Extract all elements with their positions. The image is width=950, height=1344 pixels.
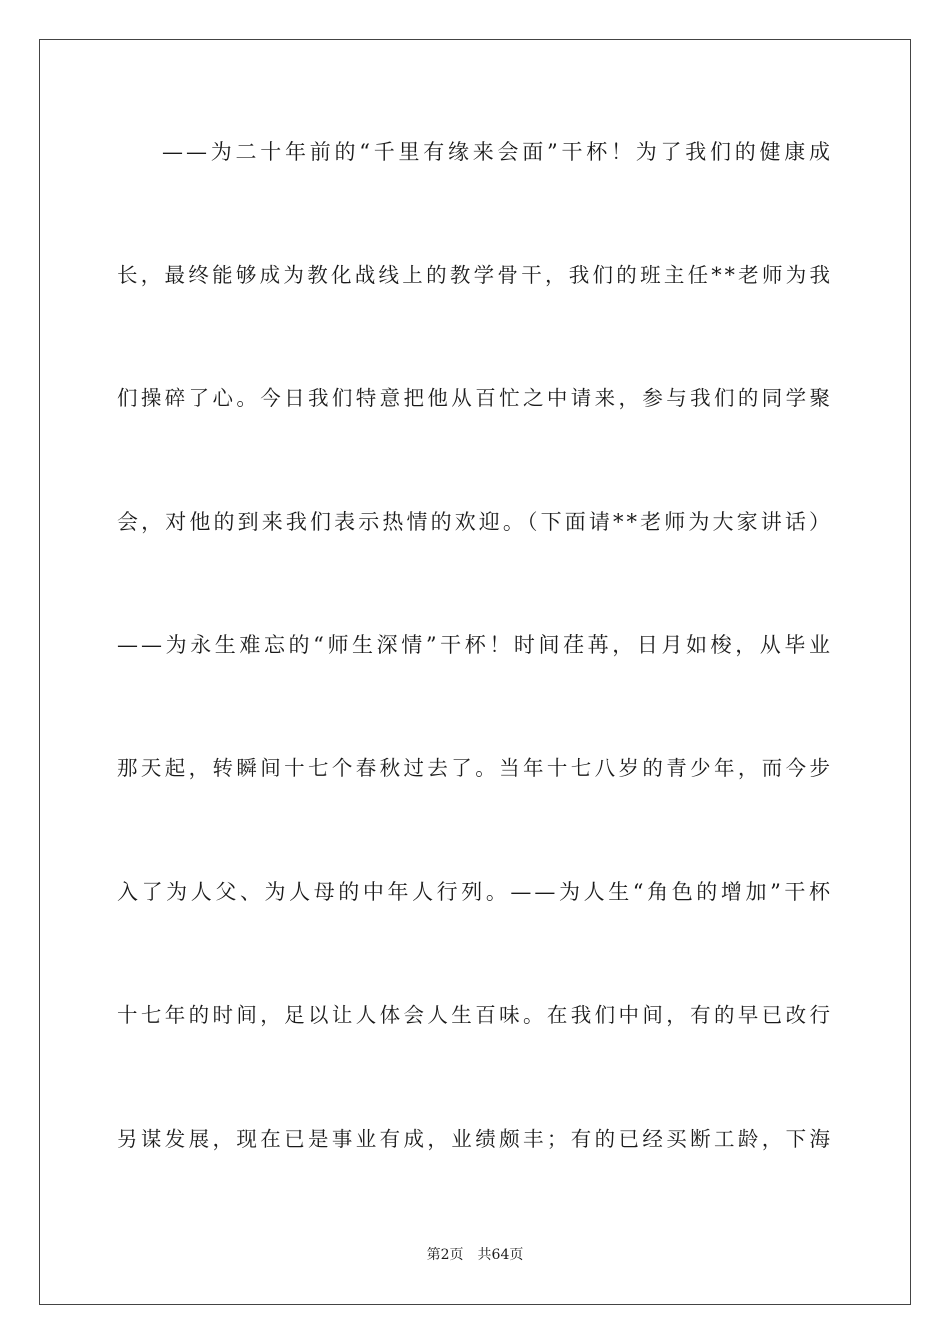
text-line: 们操碎了心。今日我们特意把他从百忙之中请来，参与我们的同学聚: [117, 386, 833, 410]
page-number: 第2页: [426, 1247, 464, 1263]
text-line: ——为永生难忘的“师生深情”干杯！时间荏苒，日月如梭，从毕业: [117, 633, 833, 657]
page-footer: [0, 1246, 950, 1264]
text-line: ——为二十年前的“千里有缘来会面”干杯！为了我们的健康成: [162, 140, 833, 164]
page-total: 共64页: [477, 1247, 524, 1263]
page-border: [39, 39, 911, 1305]
text-line: 那天起，转瞬间十七个春秋过去了。当年十七八岁的青少年，而今步: [117, 756, 833, 780]
text-line: 入了为人父、为人母的中年人行列。——为人生“角色的增加”干杯: [117, 880, 833, 904]
text-line: 另谋发展，现在已是事业有成，业绩颇丰；有的已经买断工龄，下海: [117, 1127, 833, 1151]
text-line: 长，最终能够成为教化战线上的教学骨干，我们的班主任**老师为我: [117, 263, 833, 287]
text-line: 十七年的时间，足以让人体会人生百味。在我们中间，有的早已改行: [117, 1003, 833, 1027]
text-line: 会，对他的到来我们表示热情的欢迎。（下面请**老师为大家讲话）: [117, 510, 833, 534]
